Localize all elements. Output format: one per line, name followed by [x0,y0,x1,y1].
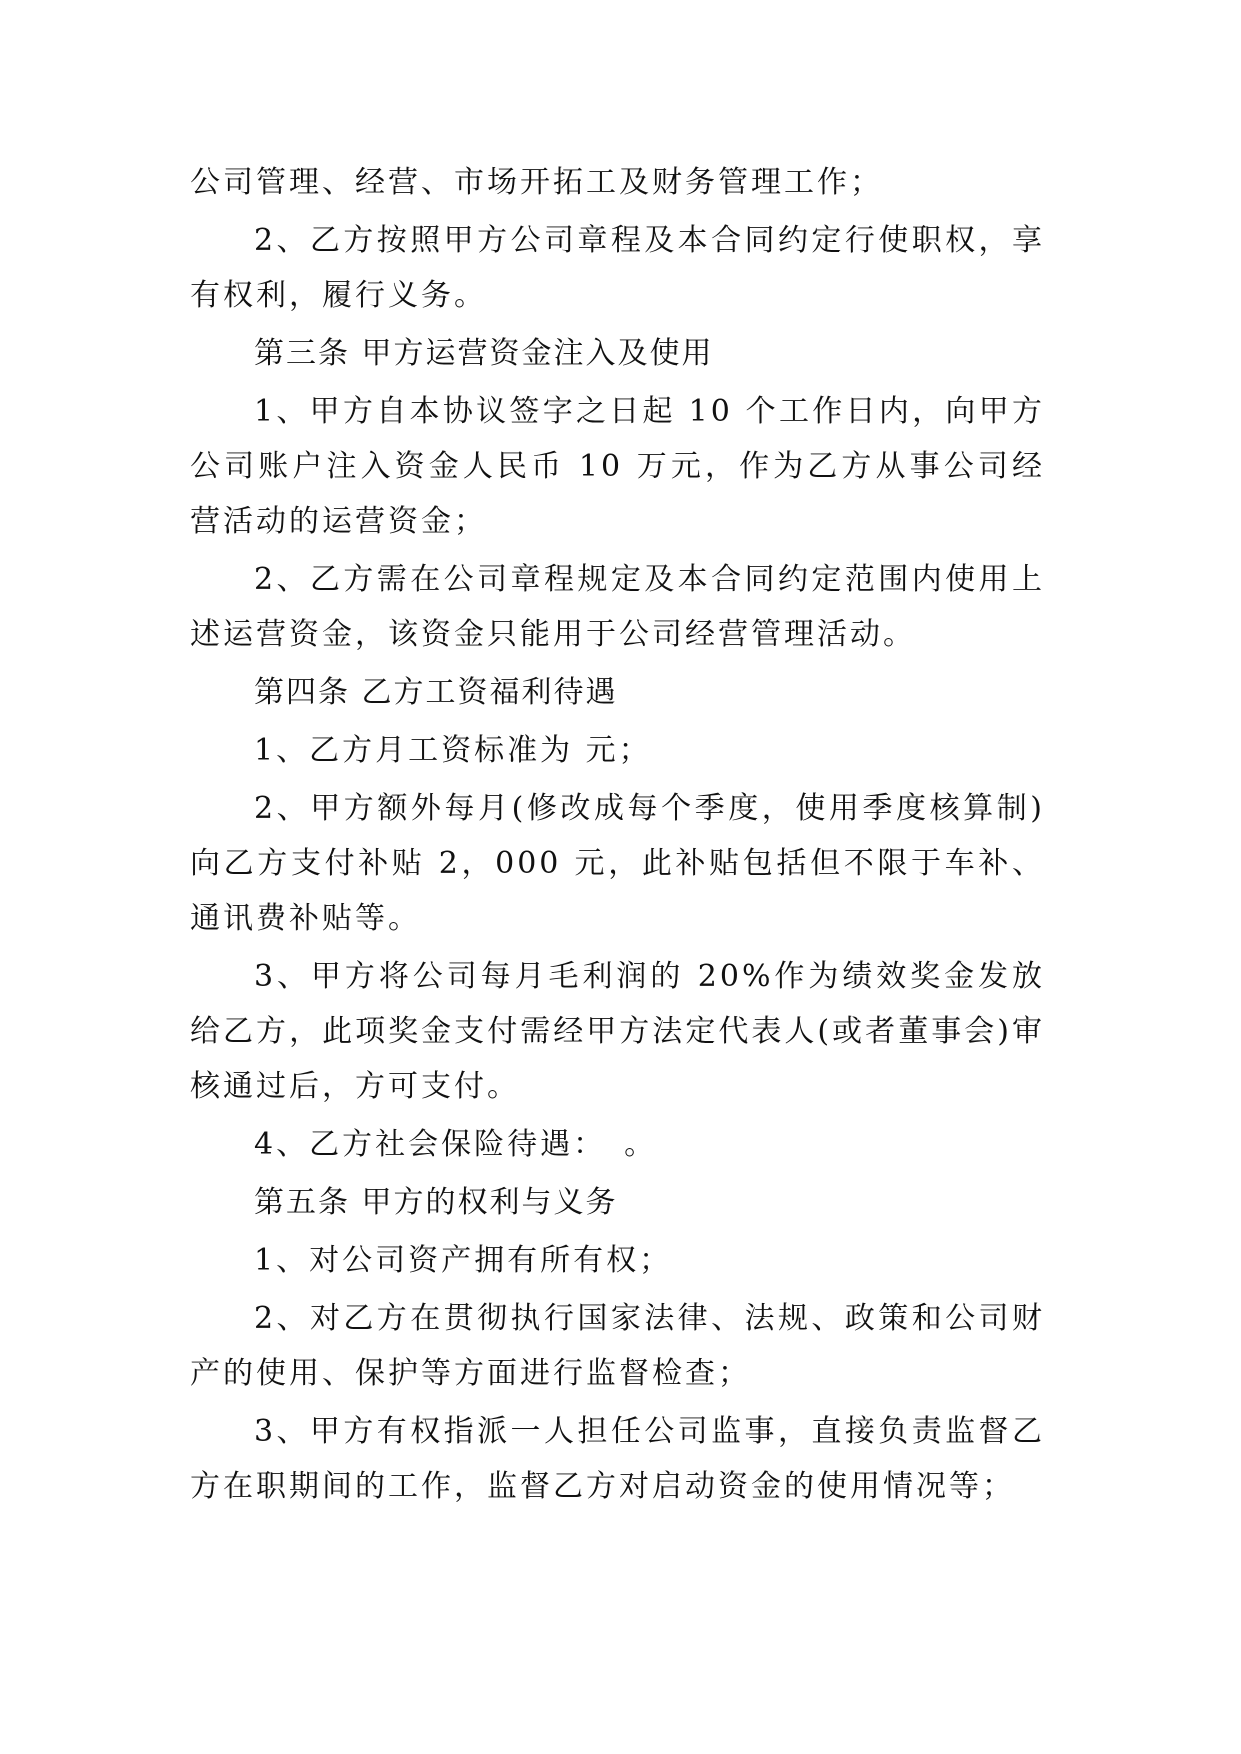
document-body [190,155,1045,1517]
heading-article-5: 第五条 甲方的权利与义务 [254,1185,618,1220]
paragraph-clause-5-1: 1、对公司资产拥有所有权； [254,1243,673,1278]
heading-article-3: 第三条 甲方运营资金注入及使用 [254,336,714,371]
paragraph-clause-4-1: 1、乙方月工资标准为 元； [254,733,652,768]
heading-article-4: 第四条 乙方工资福利待遇 [254,675,618,710]
paragraph-continuation: 公司管理、经营、市场开拓工及财务管理工作； [190,165,883,200]
paragraph-clause-5-3: 3、甲方有权指派一人担任公司监事，直接负责监督乙方在职期间的工作，监督乙方对启动资金的使用情况等； [190,1414,1045,1504]
paragraph-clause-3-1: 1、甲方自本协议签字之日起 10 个工作日内，向甲方公司账户注入资金人民币 10 万元，作为乙方从事公司经营活动的运营资金； [190,394,1045,539]
paragraph-clause-4-4: 4、乙方社会保险待遇： 。 [254,1127,658,1162]
paragraph-clause-3-2: 2、乙方需在公司章程规定及本合同约定范围内使用上述运营资金，该资金只能用于公司经营管理活动。 [190,562,1045,652]
paragraph-clause-2-2: 2、乙方按照甲方公司章程及本合同约定行使职权，享有权利，履行义务。 [190,223,1045,313]
paragraph-clause-5-2: 2、对乙方在贯彻执行国家法律、法规、政策和公司财产的使用、保护等方面进行监督检查； [190,1301,1045,1391]
paragraph-clause-4-3: 3、甲方将公司每月毛利润的 20%作为绩效奖金发放给乙方，此项奖金支付需经甲方法定代表人(或者董事会)审核通过后，方可支付。 [190,959,1045,1104]
paragraph-clause-4-2: 2、甲方额外每月(修改成每个季度，使用季度核算制)向乙方支付补贴 2，000 元，此补贴包括但不限于车补、通讯费补贴等。 [190,791,1045,936]
